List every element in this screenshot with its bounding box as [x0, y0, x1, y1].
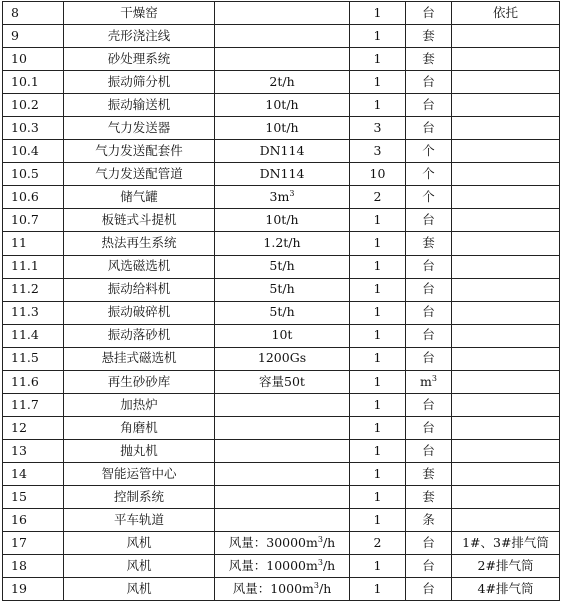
cell-number: 11.2 [3, 278, 64, 301]
table-row [3, 94, 560, 117]
table-row [3, 48, 560, 71]
table-row [3, 485, 560, 508]
cell-note [452, 255, 560, 278]
cell-quantity: 1 [350, 578, 406, 601]
cell-note [452, 439, 560, 462]
cell-unit: 条 [406, 509, 452, 532]
table-row [3, 301, 560, 324]
cell-number: 19 [3, 578, 64, 601]
cell-note [452, 25, 560, 48]
cell-note [452, 48, 560, 71]
cell-name: 抛丸机 [64, 439, 215, 462]
cell-unit: 台 [406, 301, 452, 324]
cell-spec [215, 462, 350, 485]
cell-unit: 台 [406, 255, 452, 278]
cell-name: 壳形浇注线 [64, 25, 215, 48]
cell-number: 11.6 [3, 370, 64, 393]
cell-name: 加热炉 [64, 393, 215, 416]
cell-quantity: 1 [350, 255, 406, 278]
cell-note [452, 393, 560, 416]
cell-number: 17 [3, 532, 64, 555]
cell-name: 气力发送配管道 [64, 163, 215, 186]
cell-name: 砂处理系统 [64, 48, 215, 71]
cell-unit: 台 [406, 324, 452, 347]
cell-name: 气力发送配套件 [64, 140, 215, 163]
cell-quantity: 2 [350, 186, 406, 209]
cell-quantity: 1 [350, 278, 406, 301]
table-row [3, 324, 560, 347]
cell-spec [215, 48, 350, 71]
cell-unit: 台 [406, 393, 452, 416]
cell-unit: 套 [406, 48, 452, 71]
cell-name: 干燥窑 [64, 2, 215, 25]
cell-spec: 1.2t/h [215, 232, 350, 255]
table-row [3, 532, 560, 555]
cell-unit: 个 [406, 186, 452, 209]
cell-name: 振动筛分机 [64, 71, 215, 94]
cell-number: 11 [3, 232, 64, 255]
cell-name: 悬挂式磁选机 [64, 347, 215, 370]
cell-quantity: 10 [350, 163, 406, 186]
cell-name: 再生砂砂库 [64, 370, 215, 393]
cell-number: 15 [3, 485, 64, 508]
cell-unit: 套 [406, 485, 452, 508]
cell-number: 11.3 [3, 301, 64, 324]
cell-unit: 台 [406, 555, 452, 578]
cell-quantity: 1 [350, 347, 406, 370]
table-row [3, 117, 560, 140]
cell-note [452, 209, 560, 232]
cell-spec: 5t/h [215, 278, 350, 301]
cell-spec: 10t/h [215, 94, 350, 117]
cell-name: 控制系统 [64, 485, 215, 508]
cell-quantity: 1 [350, 485, 406, 508]
cell-quantity: 1 [350, 370, 406, 393]
cell-spec [215, 416, 350, 439]
cell-note [452, 370, 560, 393]
table-row [3, 140, 560, 163]
cell-quantity: 1 [350, 324, 406, 347]
cell-spec: 10t [215, 324, 350, 347]
cell-quantity: 1 [350, 301, 406, 324]
cell-number: 16 [3, 509, 64, 532]
cell-number: 18 [3, 555, 64, 578]
cell-spec: 10t/h [215, 209, 350, 232]
cell-unit: 台 [406, 94, 452, 117]
cell-quantity: 1 [350, 48, 406, 71]
cell-note [452, 324, 560, 347]
cell-number: 8 [3, 2, 64, 25]
table-row [3, 255, 560, 278]
cell-name: 热法再生系统 [64, 232, 215, 255]
cell-quantity: 1 [350, 439, 406, 462]
table-row [3, 578, 560, 601]
cell-number: 11.7 [3, 393, 64, 416]
cell-quantity: 1 [350, 209, 406, 232]
cell-note: 依托 [452, 2, 560, 25]
cell-name: 智能运管中心 [64, 462, 215, 485]
cell-quantity: 2 [350, 532, 406, 555]
table-row [3, 25, 560, 48]
cell-spec: 2t/h [215, 71, 350, 94]
table-row [3, 232, 560, 255]
cell-quantity: 1 [350, 462, 406, 485]
cell-number: 11.5 [3, 347, 64, 370]
cell-spec: 10t/h [215, 117, 350, 140]
cell-spec: 风量：$1000m^3/h$ [215, 578, 350, 601]
cell-quantity: 1 [350, 94, 406, 117]
cell-note [452, 509, 560, 532]
cell-quantity: 3 [350, 140, 406, 163]
cell-unit: 台 [406, 416, 452, 439]
cell-unit: 台 [406, 209, 452, 232]
cell-number: 11.1 [3, 255, 64, 278]
cell-unit: 个 [406, 140, 452, 163]
cell-note [452, 117, 560, 140]
cell-note [452, 301, 560, 324]
cell-number: 10.5 [3, 163, 64, 186]
cell-number: 10.4 [3, 140, 64, 163]
cell-number: 10.2 [3, 94, 64, 117]
cell-spec: 风量：$30000m^3/h$ [215, 532, 350, 555]
cell-number: 13 [3, 439, 64, 462]
cell-unit: 台 [406, 117, 452, 140]
cell-spec [215, 2, 350, 25]
cell-unit: 套 [406, 232, 452, 255]
cell-note [452, 94, 560, 117]
cell-note [452, 232, 560, 255]
cell-spec: 5t/h [215, 255, 350, 278]
cell-unit: 套 [406, 25, 452, 48]
table-row [3, 393, 560, 416]
cell-name: 气力发送器 [64, 117, 215, 140]
cell-name: 储气罐 [64, 186, 215, 209]
cell-spec [215, 439, 350, 462]
table-row [3, 555, 560, 578]
cell-spec: 容量50t [215, 370, 350, 393]
table-row [3, 209, 560, 232]
cell-name: 振动给料机 [64, 278, 215, 301]
cell-quantity: 3 [350, 117, 406, 140]
cell-name: 风机 [64, 555, 215, 578]
cell-number: 11.4 [3, 324, 64, 347]
cell-spec [215, 393, 350, 416]
cell-quantity: 1 [350, 416, 406, 439]
cell-unit: 台 [406, 2, 452, 25]
equipment-table [2, 1, 560, 601]
table-row [3, 278, 560, 301]
cell-unit: $m^3$ [406, 370, 452, 393]
cell-name: 板链式斗提机 [64, 209, 215, 232]
cell-name: 风选磁选机 [64, 255, 215, 278]
cell-unit: 个 [406, 163, 452, 186]
cell-spec [215, 485, 350, 508]
cell-note [452, 278, 560, 301]
cell-unit: 套 [406, 462, 452, 485]
cell-quantity: 1 [350, 25, 406, 48]
cell-name: 振动破碎机 [64, 301, 215, 324]
cell-spec: $3m^3$ [215, 186, 350, 209]
table-row [3, 462, 560, 485]
cell-number: 14 [3, 462, 64, 485]
cell-quantity: 1 [350, 2, 406, 25]
cell-quantity: 1 [350, 71, 406, 94]
cell-note: 1#、3#排气筒 [452, 532, 560, 555]
equipment-table-body [3, 2, 560, 601]
table-row [3, 163, 560, 186]
cell-name: 振动落砂机 [64, 324, 215, 347]
cell-number: 10.3 [3, 117, 64, 140]
table-row [3, 347, 560, 370]
cell-spec: 风量：$10000m^3/h$ [215, 555, 350, 578]
cell-unit: 台 [406, 578, 452, 601]
cell-note [452, 462, 560, 485]
cell-name: 风机 [64, 578, 215, 601]
cell-note [452, 163, 560, 186]
cell-spec: DN114 [215, 140, 350, 163]
cell-number: 9 [3, 25, 64, 48]
table-row [3, 416, 560, 439]
cell-note [452, 140, 560, 163]
cell-name: 振动输送机 [64, 94, 215, 117]
cell-number: 10.1 [3, 71, 64, 94]
cell-spec [215, 25, 350, 48]
table-row [3, 439, 560, 462]
table-row [3, 2, 560, 25]
cell-note: 4#排气筒 [452, 578, 560, 601]
cell-unit: 台 [406, 71, 452, 94]
cell-note [452, 485, 560, 508]
cell-name: 风机 [64, 532, 215, 555]
cell-unit: 台 [406, 347, 452, 370]
cell-name: 角磨机 [64, 416, 215, 439]
cell-spec: DN114 [215, 163, 350, 186]
table-row [3, 186, 560, 209]
table-row [3, 509, 560, 532]
cell-unit: 台 [406, 532, 452, 555]
cell-number: 10.6 [3, 186, 64, 209]
cell-spec: 5t/h [215, 301, 350, 324]
cell-unit: 台 [406, 278, 452, 301]
cell-number: 10.7 [3, 209, 64, 232]
cell-quantity: 1 [350, 232, 406, 255]
cell-note: 2#排气筒 [452, 555, 560, 578]
cell-number: 10 [3, 48, 64, 71]
cell-number: 12 [3, 416, 64, 439]
cell-note [452, 416, 560, 439]
table-row [3, 370, 560, 393]
cell-spec: 1200Gs [215, 347, 350, 370]
cell-unit: 台 [406, 439, 452, 462]
table-row [3, 71, 560, 94]
cell-note [452, 71, 560, 94]
cell-note [452, 186, 560, 209]
cell-note [452, 347, 560, 370]
cell-quantity: 1 [350, 555, 406, 578]
cell-spec [215, 509, 350, 532]
cell-quantity: 1 [350, 393, 406, 416]
cell-name: 平车轨道 [64, 509, 215, 532]
cell-quantity: 1 [350, 509, 406, 532]
